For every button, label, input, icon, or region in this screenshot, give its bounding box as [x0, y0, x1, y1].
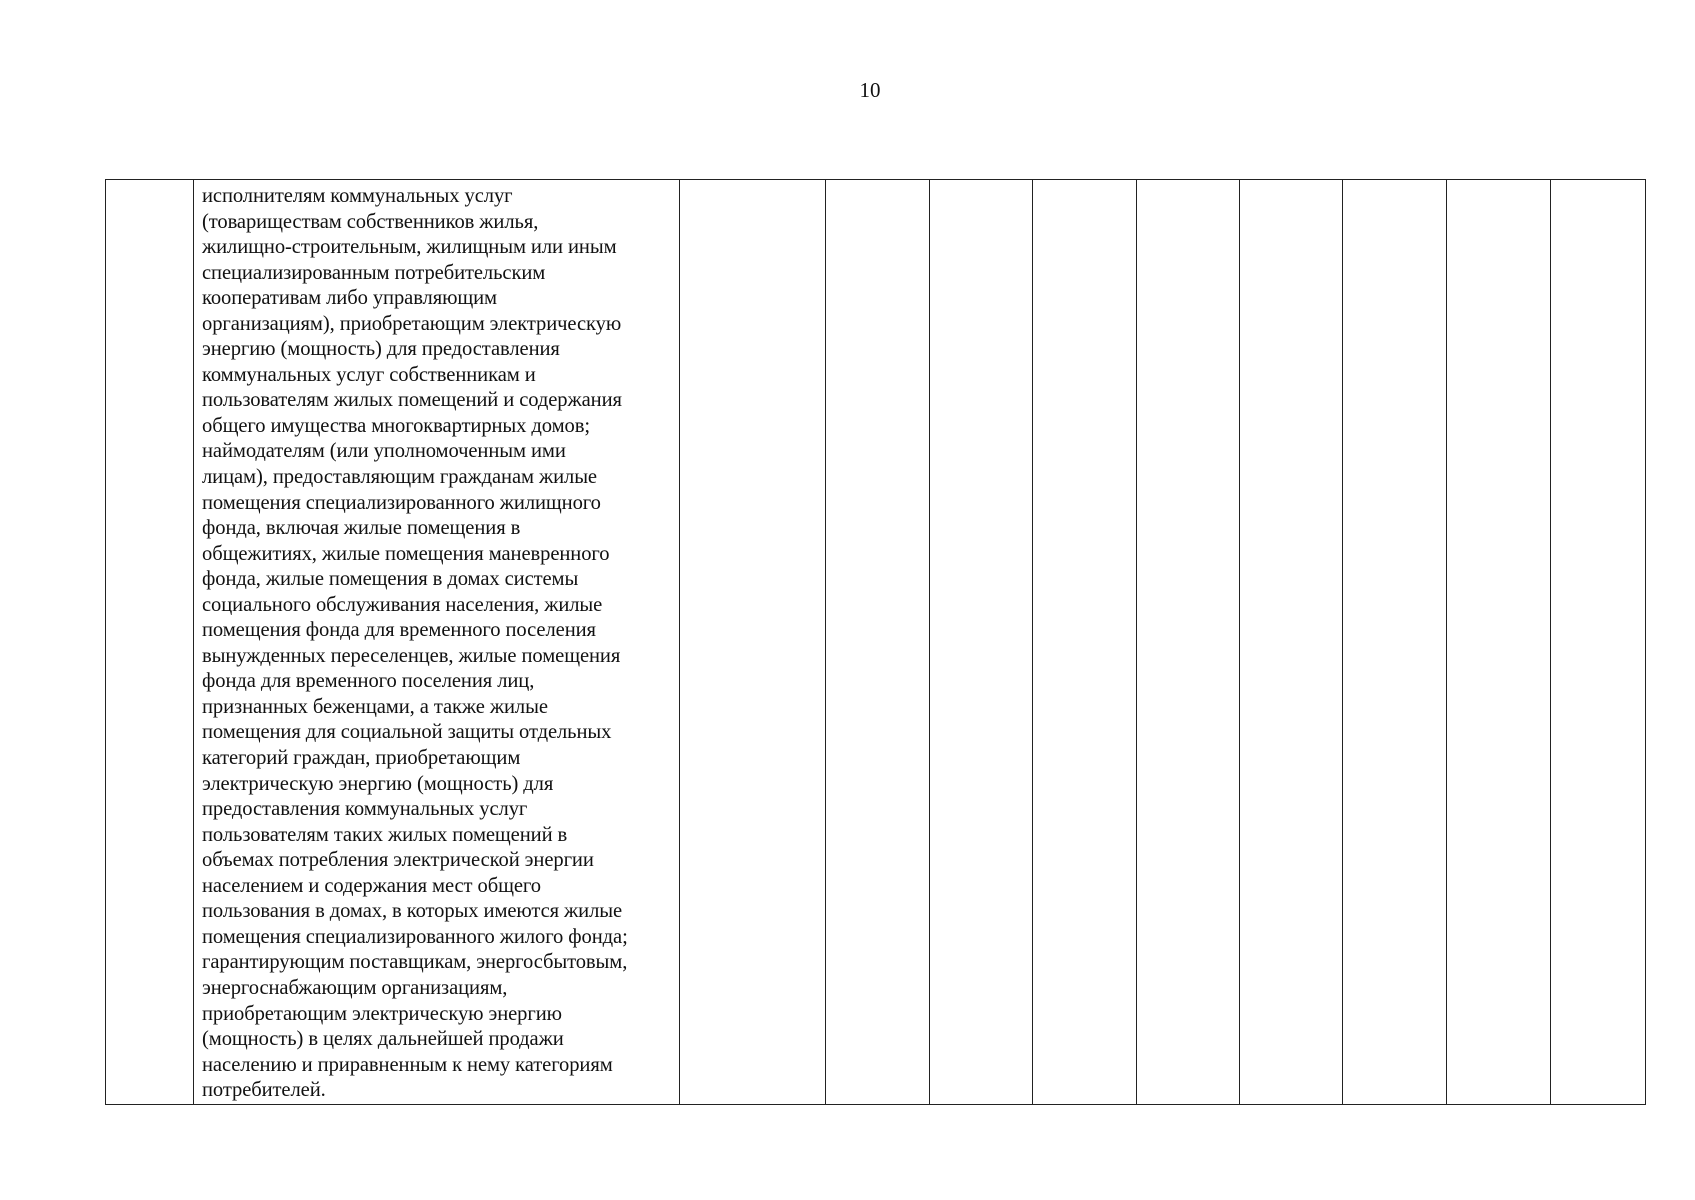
table-cell	[930, 180, 1033, 1105]
table-cell-description	[194, 180, 680, 1105]
table-row	[106, 180, 1646, 1105]
consumer-category-text: исполнителям коммунальных услуг (товариществам собственников жилья, жилищно-строительным, жилищным или иным специализированным потребительским кооперативам либо управляющим организациям), приобретающим электрическую энергию (мощность) для предоставления коммунальных услуг собственникам и пользователям жилых помещений и содержания общего имущества многоквартирных домов; наймодателям (или уполномоченным ими лицам), предоставляющим гражданам жилые помещения специализированного жилищного фонда, включая жилые помещения в общежитиях, жилые помещения маневренного фонда, жилые помещения в домах системы социального обслуживания населения, жилые помещения фонда для временного поселения вынужденных переселенцев, жилые помещения фонда для временного поселения лиц, признанных беженцами, а также жилые помещения для социальной защиты отдельных категорий граждан, приобретающим электрическую энергию (мощность) для предоставления коммунальных услуг пользователям таких жилых помещений в объемах потребления электрической энергии населением и содержания мест общего пользования в домах, в которых имеются жилые помещения специализированного жилого фонда; гарантирующим поставщикам, энергосбытовым, энергоснабжающим организациям, приобретающим электрическую энергию (мощность) в целях дальнейшей продажи населению и приравненным к нему категориям потребителей.	[202, 185, 628, 1102]
table-cell-number	[106, 180, 194, 1105]
table-cell	[1137, 180, 1240, 1105]
table-cell	[1240, 180, 1343, 1105]
table-cell	[680, 180, 826, 1105]
table-cell	[1033, 180, 1137, 1105]
tariff-table	[105, 179, 1646, 1105]
page-number: 10	[859, 78, 881, 102]
table-cell	[1447, 180, 1551, 1105]
table-cell	[826, 180, 930, 1105]
table-cell	[1551, 180, 1646, 1105]
table-cell	[1343, 180, 1447, 1105]
